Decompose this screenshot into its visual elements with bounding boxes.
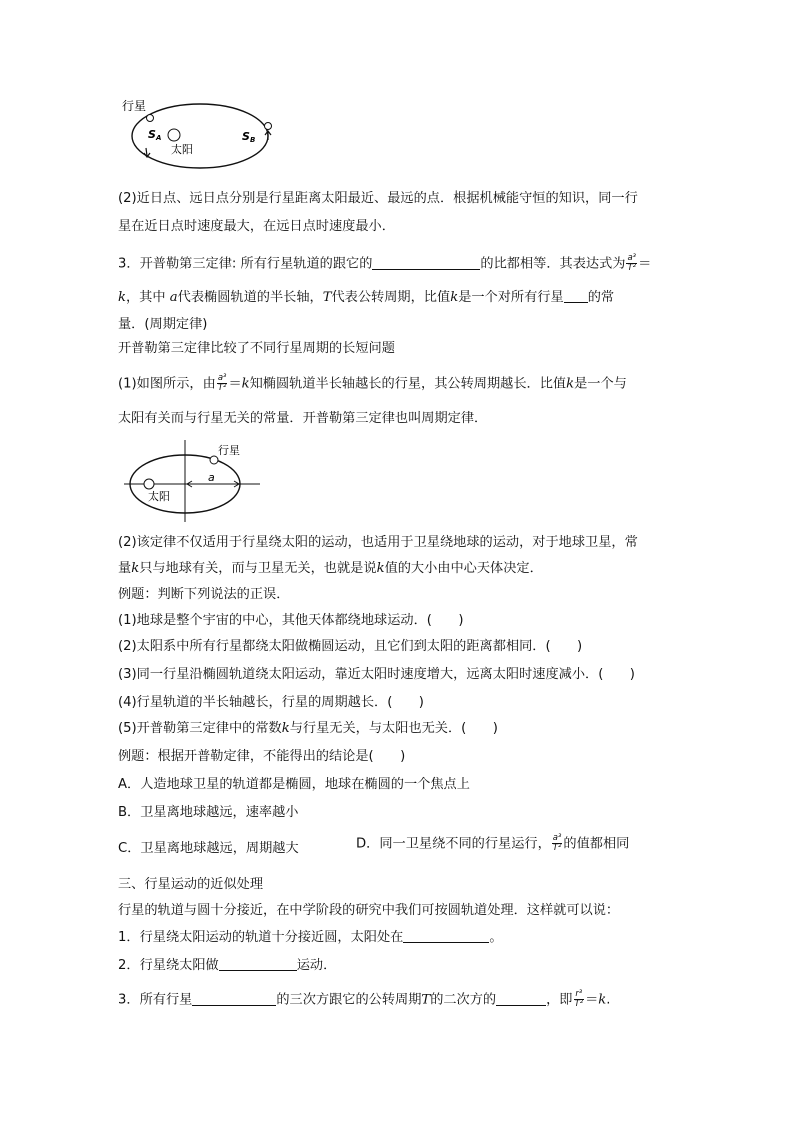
fraction-a3-t2-inline: $\frac{\text{a³}}{\text{T²}}$: [217, 373, 227, 393]
example1-item-5: (5)开普勒第三定律中的常数k与行星无关，与太阳也无关．( ): [118, 721, 498, 736]
planet-label-2: 行星: [218, 444, 240, 457]
example1-item-1: (1)地球是整个宇宙的中心，其他天体都绕地球运动．( ): [118, 613, 464, 628]
section3-item-1: 1．行星绕太阳运动的轨道十分接近圆，太阳处在 。: [118, 930, 503, 945]
sa-label: SA: [148, 128, 162, 142]
option-c[interactable]: C．卫星离地球越远，周期越大: [118, 841, 299, 856]
perihelion-line-1: (2)近日点、远日点分别是行星距离太阳最近、最远的点．根据机械能守恒的知识，同一行: [118, 191, 638, 206]
fig-para-line-1: (1)如图所示，由 $\frac{\text{a³}}{\text{T²}}$ ＝k知椭圆轨道半长轴越长的行星，其公转周期越长．比值k是一个与: [118, 373, 627, 393]
blank-1[interactable]: [372, 255, 480, 270]
blank-3[interactable]: [403, 928, 489, 943]
perihelion-line-2: 星在近日点时速度最大，在远日点时速度最小．: [118, 219, 395, 234]
blank-6[interactable]: [496, 991, 546, 1006]
section3-item-2: 2．行星绕太阳做 运动．: [118, 958, 337, 973]
fraction-r3-t2: $\frac{\text{r³}}{\text{T²}}$: [574, 989, 584, 1009]
arrow-right-icon: [265, 131, 271, 140]
sun-icon-2: [144, 479, 154, 489]
blank-2[interactable]: [564, 288, 588, 303]
example1-item-3: (3)同一行星沿椭圆轨道绕太阳运动，靠近太阳时速度增大，远离太阳时速度减小．( ): [118, 667, 635, 682]
example1-title: 例题：判断下列说法的正误．: [118, 587, 290, 602]
a-label: a: [208, 471, 215, 484]
law3-line-4: 开普勒第三定律比较了不同行星周期的长短问题: [118, 341, 395, 356]
sb-label: SB: [242, 130, 256, 144]
law3-line-3: 量．(周期定律): [118, 317, 208, 332]
orbit-diagram-2: [122, 438, 262, 524]
planet-label: 行星: [122, 99, 147, 113]
option-d[interactable]: D．同一卫星绕不同的行星运行， $\frac{\text{a³}}{\text{T²}}$ 的值都相同: [356, 833, 630, 853]
sun-label-2: 太阳: [148, 490, 170, 503]
option-a[interactable]: A．人造地球卫星的轨道都是椭圆，地球在椭圆的一个焦点上: [118, 777, 470, 792]
planet-icon-top: [147, 115, 154, 122]
fig-para-line-2: 太阳有关而与行星无关的常量．开普勒第三定律也叫周期定律．: [118, 411, 488, 426]
section3-intro: 行星的轨道与圆十分接近，在中学阶段的研究中我们可按圆轨道处理．这样就可以说：: [118, 903, 620, 918]
arrow-left-icon: [144, 148, 150, 157]
planet-icon-2: [210, 456, 218, 464]
section3-item-3: 3．所有行星 的三次方跟它的公转周期T的二次方的 ，即 $\frac{\text{r³}}{\text{T²}}$ ＝k.: [118, 989, 611, 1009]
sat-para-line-2: 量k只与地球有关，而与卫星无关，也就是说k值的大小由中心天体决定．: [118, 561, 543, 576]
example1-item-4: (4)行星轨道的半长轴越长，行星的周期越长．( ): [118, 695, 424, 710]
planet-icon-right: [265, 123, 272, 130]
option-b[interactable]: B．卫星离地球越远，速率越小: [118, 805, 299, 820]
fraction-option-d: $\frac{\text{a³}}{\text{T²}}$: [552, 833, 562, 853]
fraction-a3-t2: $\frac{\text{a³}}{\text{T²}}$: [627, 253, 637, 273]
blank-4[interactable]: [219, 956, 297, 971]
orbit-diagram-1: [118, 90, 278, 180]
section3-heading: 三、行星运动的近似处理: [118, 877, 264, 892]
law3-line-1: 3．开普勒第三定律: 所有行星轨道的跟它的 的比都相等．其表达式为 $\frac{\text{a³}}{\text{T²}}$ ＝: [118, 253, 652, 273]
example2-title: 例题：根据开普勒定律，不能得出的结论是( ): [118, 749, 406, 764]
sun-icon: [168, 129, 180, 141]
sun-label: 太阳: [171, 143, 193, 156]
sat-para-line-1: (2)该定律不仅适用于行星绕太阳的运动，也适用于卫星绕地球的运动，对于地球卫星，常: [118, 535, 638, 550]
law3-line-2: k，其中 a代表椭圆轨道的半长轴，T代表公转周期，比值k是一个对所有行星 的常: [118, 290, 615, 305]
example1-item-2: (2)太阳系中所有行星都绕太阳做椭圆运动，且它们到太阳的距离都相同．( ): [118, 639, 583, 654]
blank-5[interactable]: [192, 991, 276, 1006]
